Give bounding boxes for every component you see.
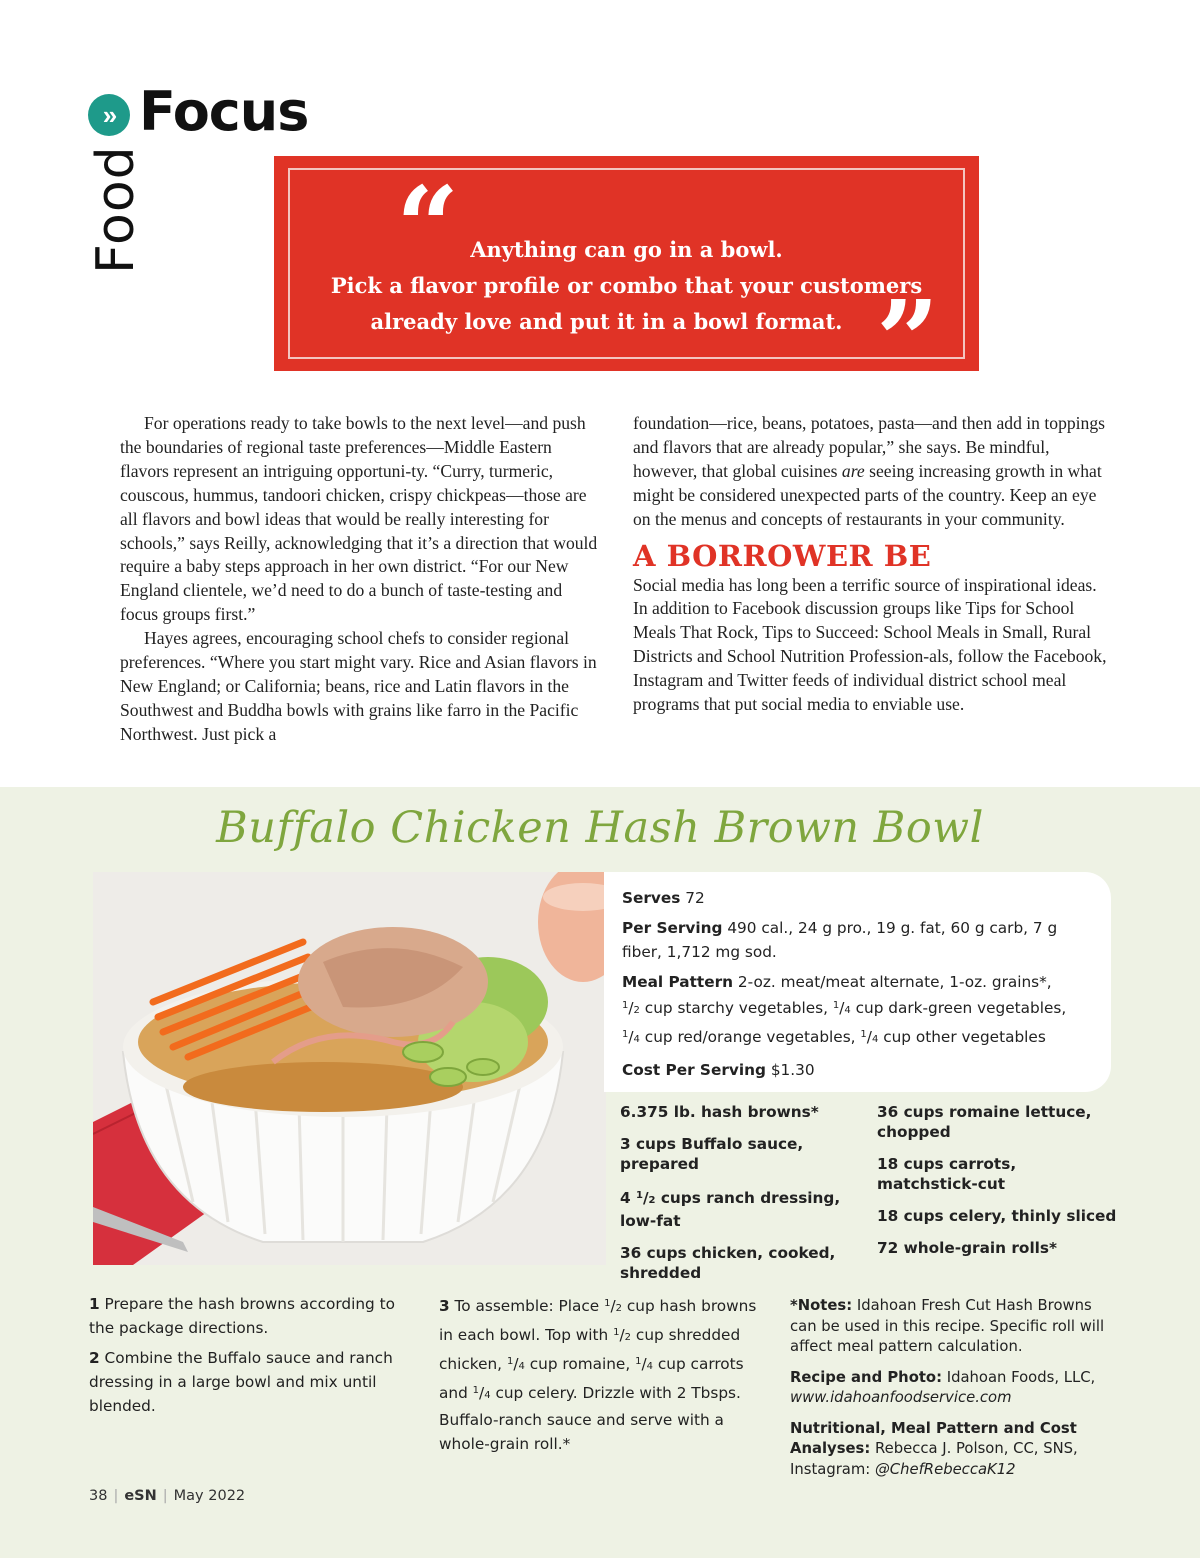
recipe-steps-middle [439,1292,764,1462]
recipe-title: Buffalo Chicken Hash Brown Bowl [216,803,984,853]
double-chevron-right-icon: » [88,94,130,136]
article-column-left [120,412,600,747]
pull-quote-line: Anything can go in a bowl. [470,237,783,262]
recipe-step: 2 Combine the Buffalo sauce and ranch dressing in a large bowl and mix until blended. [89,1349,393,1415]
ingredient-item: 36 cups romaine lettuce, chopped [877,1103,1092,1141]
ingredient-item: 18 cups celery, thinly sliced [877,1207,1117,1225]
close-quote-mark: ” [876,276,940,405]
recipe-step: 1 Prepare the hash browns according to the package directions. [89,1295,395,1337]
ingredient-item: 72 whole-grain rolls* [877,1239,1058,1257]
article-paragraph: foundation—rice, beans, potatoes, pasta—and then add in toppings and flavors that are already popular,” she says. Be mindful, however, that global cuisines are seeing increasing growth in what might be considered unexpected parts of the country. Keep an eye on the menus and concepts of restaurants in your community. [633,413,1105,529]
page-number: 38 [89,1488,108,1504]
recipe-steps-left [89,1292,409,1424]
serves-line: Serves 72 [622,889,705,907]
pull-quote-border [288,162,965,405]
ingredient-item: 4 $^1$/2 cups ranch dressing, low-fat [620,1189,841,1230]
ingredients-right [877,1102,1117,1270]
issue-date: May 2022 [173,1488,246,1504]
publication-name: eSN [124,1488,157,1504]
analysis-credit: Nutritional, Meal Pattern and Cost Analyses: Rebecca J. Polson, CC, SNS, Instagram: @ChefRebeccaK12 [790,1419,1078,1478]
recipe-step: 3 To assemble: Place $^1$/2 cup hash browns in each bowl. Top with $^1$/2 cup shredded chicken, $^1$/4 cup romaine, $^1$/4 cup carrots and $^1$/4 cup celery. Drizzle with 2 Tbsps. Buffalo-ranch sauce and serve with a whole-grain roll.* [439,1297,757,1453]
ingredients-left [620,1102,850,1295]
ingredient-item: 6.375 lb. hash browns* [620,1103,819,1121]
open-quote-mark: “ [396,162,460,291]
article-paragraph: Hayes agrees, encouraging school chefs to consider regional preferences. “Where you start might vary. Rice and Asian flavors in New England; or California; beans, rice and Latin flavors in the Southwest and Buddha bowls with grains like farro in the Pacific Northwest. Just pick a [120,628,597,744]
pull-quote-line: already love and put it in a bowl format. [370,309,843,334]
credit-url[interactable]: www.idahoanfoodservice.com [790,1389,1012,1406]
cost-line: Cost Per Serving $1.30 [622,1061,815,1079]
notes-text: *Notes: Idahoan Fresh Cut Hash Browns can be used in this recipe. Specific roll will affect meal pattern calculation. [790,1297,1105,1355]
per-serving-line: Per Serving 490 cal., 24 g pro., 19 g. fat, 60 g carb, 7 g fiber, 1,712 mg sod. [622,919,1058,961]
pull-quote-text [310,232,943,340]
pull-quote-box [274,156,979,405]
bowl-illustration [93,872,606,1265]
article-paragraph: Social media has long been a terrific source of inspirational ideas. In addition to Facebook discussion groups like Tips for School Meals That Rock, Tips to Succeed: School Meals in Small, Rural Districts and School Nutrition Profession-als, follow the Facebook, Instagram and Twitter feeds of individual district school meal programs that put social media to enviable use. [633,574,1107,715]
page-footer: 38 | eSN | May 2022 [89,1488,246,1504]
recipe-photo [93,872,606,1265]
ingredient-item: 18 cups carrots, matchstick-cut [877,1155,1017,1193]
ingredient-item: 3 cups Buffalo sauce, prepared [620,1135,804,1173]
recipe-notes [790,1296,1120,1490]
recipe-credit: Recipe and Photo: Idahoan Foods, LLC, www.idahoanfoodservice.com [790,1368,1096,1406]
ingredient-item: 36 cups chicken, cooked, shredded [620,1244,836,1282]
nutrition-card [604,872,1111,1092]
section-title-focus: Focus [139,80,309,143]
section-subhead: A BORROWER BE [633,538,932,573]
instagram-handle[interactable]: @ChefRebeccaK12 [874,1460,1016,1478]
pull-quote-line: Pick a flavor profile or combo that your customers [330,273,923,298]
meal-pattern-line: Meal Pattern 2-oz. meat/meat alternate, 1-oz. grains*, $^1$/2 cup starchy vegetables, $^1$/4 cup dark-green vegetables, $^1$/4 cup red/orange vegetables, $^1$/4 cup other vegetables [622,973,1067,1046]
article-paragraph: For operations ready to take bowls to the next level—and push the boundaries of regional taste preferences—Middle Eastern flavors represent an intriguing opportuni-ty. “Curry, turmeric, couscous, hummus, tandoori chicken, crispy chickpeas—those are all flavors and bowl ideas that would be really interesting for schools,” says Reilly, acknowledging that it’s a direction that would require a baby steps approach in her own district. “For our New England clientele, we’d need to do a bunch of taste-testing and focus groups first.” [120,413,598,625]
section-title-food: Food [86,145,146,274]
article-column-right [633,412,1113,717]
